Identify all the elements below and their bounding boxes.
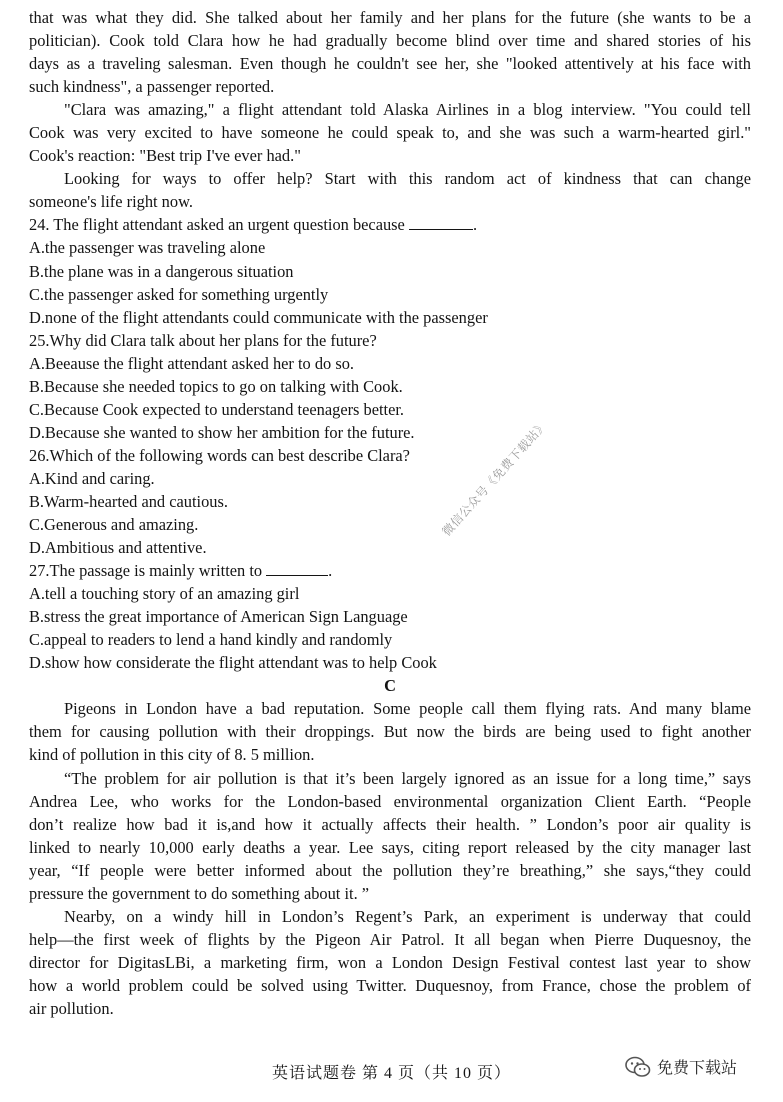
option: C.the passenger asked for something urgently [29,284,329,304]
brand-name: 免费下载站 [657,1058,738,1077]
question-25: 25.Why did Clara talk about her plans for the future? [29,330,377,350]
option: B.Warm-hearted and cautious. [29,491,228,511]
exam-page [29,6,751,1020]
option: A.Kind and caring. [29,468,155,488]
passage-line: "Clara was amazing," a flight attendant told Alaska Airlines in a blog interview. "You could tell [64,100,751,120]
passage-line: that was what they did. She talked about her family and her plans for the future (she wants to be a [29,8,751,27]
option: C.appeal to readers to lend a hand kindly and randomly [29,630,393,650]
option: D.none of the flight attendants could communicate with the passenger [29,307,488,327]
option: C.Because Cook expected to understand teenagers better. [29,399,405,419]
passage-line: days as a traveling salesman. Even though he couldn't see her, she "looked attentively at his face with [29,54,751,74]
option: B.Because she needed topics to go on talking with Cook. [29,376,403,396]
page-footer: 英语试题卷 第 4 页（共 10 页） [271,1065,511,1082]
watermark: 微信公众号《免费下载站》 [439,417,551,539]
option: A.the passenger was traveling alone [29,238,266,258]
question-26: 26.Which of the following words can best describe Clara? [29,445,410,465]
option: A.Beeause the flight attendant asked her to do so. [29,353,354,373]
passage-line: pressure the government to do something about it. ” [29,883,370,903]
question-stem: 27.The passage is mainly written to [29,561,263,581]
brand-mark [625,1055,737,1078]
passage-line: them for causing pollution with their droppings. But now the birds are being used to fight another [29,722,751,742]
option: D.Ambitious and attentive. [29,538,207,558]
option: D.Because she wanted to show her ambition for the future. [29,422,415,442]
answer-blank [266,561,328,576]
passage-line: director for DigitasLBi, a marketing firm, won a London Design Festival contest last year to show [29,952,751,972]
passage-line: how a world problem could be solved using Twitter. Duquesnoy, from France, chose the problem of [29,975,751,995]
passage-line: “The problem for air pollution is that it’s been largely ignored as an issue for a long time,” says [64,768,751,788]
question-stem: 24. The flight attendant asked an urgent question because [29,215,405,235]
section-heading: C [384,676,396,696]
option: A.tell a touching story of an amazing girl [29,584,300,604]
passage-line: help—the first week of flights by the Pigeon Air Patrol. It all began when Pierre Duquesnoy, the [29,929,751,949]
passage-line: Nearby, on a windy hill in London’s Regent’s Park, an experiment is underway that could [64,906,751,926]
passage-line: Pigeons in London have a bad reputation. Some people call them flying rats. And many blame [64,699,751,719]
passage-line: such kindness", a passenger reported. [29,77,275,97]
option: D.show how considerate the flight attendant was to help Cook [29,653,437,673]
wechat-icon [625,1056,651,1078]
question-27: 27.The passage is mainly written to . [29,561,333,581]
passage-line: Cook's reaction: "Best trip I've ever had." [29,146,301,166]
option: B.the plane was in a dangerous situation [29,261,294,281]
option: C.Generous and amazing. [29,515,199,535]
passage-line: kind of pollution in this city of 8. 5 million. [29,745,315,765]
option: B.stress the great importance of American Sign Language [29,607,408,627]
passage-line: year, “If people were better informed about the pollution they’re breathing,” she says,“they could [29,860,751,880]
passage-line: don’t realize how bad it is,and how it actually affects their health. ” London’s poor air quality is [29,814,751,834]
question-24: 24. The flight attendant asked an urgent question because . [29,215,478,235]
passage-line: air pollution. [29,998,114,1018]
passage-line: Looking for ways to offer help? Start with this random act of kindness that can change [64,169,751,189]
answer-blank [409,215,473,230]
passage-line: linked to nearly 10,000 early deaths a year. Lee says, citing report released by the city manager last [29,837,751,857]
passage-line: politician). Cook told Clara how he had gradually become blind over time and shared stories of his [29,31,751,51]
passage-line: Cook was very excited to have someone he could speak to, and she was such a warm-hearted girl." [29,123,751,143]
passage-line: someone's life right now. [29,192,193,212]
passage-line: Andrea Lee, who works for the London-based environmental organization Client Earth. “People [29,791,751,811]
